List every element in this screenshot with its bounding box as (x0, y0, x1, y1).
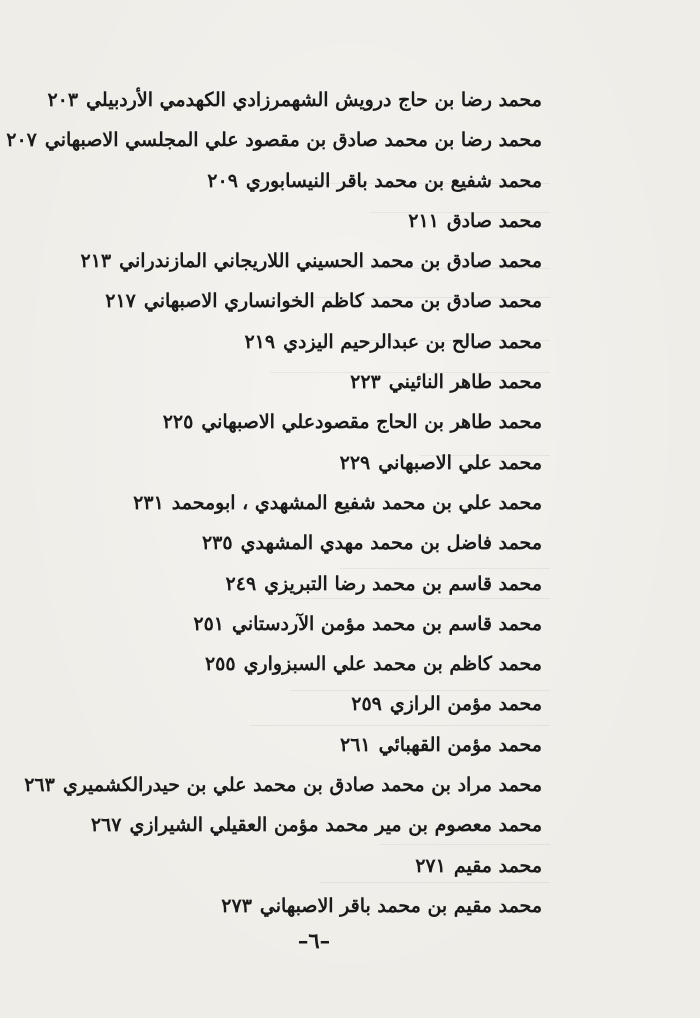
entry-name: محمد معصوم بن مير محمد مؤمن العقيلي الشيرازي (129, 814, 542, 837)
toc-entry (72, 886, 542, 926)
entry-page-number: ٢٦٧ (90, 814, 122, 837)
entry-name: محمد صادق (446, 209, 542, 232)
entry-name: محمد كاظم بن محمد علي السبزواري (243, 653, 542, 676)
entry-name: محمد طاهر النائيني (388, 371, 542, 394)
toc-entry (72, 281, 542, 321)
toc-entry (72, 362, 542, 402)
entry-name: محمد قاسم بن محمد رضا التبريزي (264, 572, 542, 595)
toc-entry (72, 443, 542, 483)
entry-page-number: ٢٣١ (133, 491, 164, 514)
entry-page-number: ٢٢٣ (350, 371, 381, 394)
toc-entry (72, 402, 542, 442)
entry-page-number: ٢١٩ (244, 330, 276, 353)
toc-entry (72, 564, 542, 604)
toc-entry (72, 684, 542, 724)
toc-entry (72, 322, 542, 362)
entry-page-number: ٢٢٩ (339, 451, 371, 474)
entry-page-number: ٢١١ (408, 209, 439, 232)
entry-page-number: ٢٣٥ (201, 532, 233, 555)
entry-page-number: ٢٦٣ (24, 774, 55, 797)
entry-name: محمد مؤمن الرازي (389, 693, 542, 716)
entry-page-number: ٢٥٩ (351, 693, 382, 716)
entry-name: محمد رضا بن محمد صادق بن مقصود علي المجلسي الاصبهاني (44, 129, 542, 152)
toc-entry (6, 120, 542, 160)
toc-entry (24, 765, 542, 805)
entry-name: محمد رضا بن حاج درويش الشهمرزادي الكهدمي الأردبيلي (86, 89, 542, 111)
entry-name: محمد فاضل بن محمد مهدي المشهدي (240, 532, 542, 555)
entry-page-number: ٢٠٣ (47, 89, 79, 111)
entry-page-number: ٢٥١ (193, 612, 224, 635)
toc-entry (72, 644, 542, 684)
entry-name: محمد صالح بن عبدالرحيم اليزدي (283, 330, 542, 353)
entry-page-number: ٢١٣ (80, 250, 112, 273)
entry-page-number: ٢٤٩ (225, 572, 257, 595)
entry-name: محمد قاسم بن محمد مؤمن الآردستاني (231, 612, 542, 635)
toc-entry (72, 805, 542, 845)
entry-name: محمد صادق بن محمد الحسيني اللاريجاني المازندراني (119, 250, 542, 273)
entry-name: محمد طاهر بن الحاج مقصودعلي الاصبهاني (201, 411, 542, 434)
page-number: –٦– (297, 928, 331, 953)
entry-page-number: ٢٦١ (340, 733, 371, 756)
toc-entry (72, 201, 542, 241)
entry-name: محمد علي الاصبهاني (378, 451, 542, 474)
toc-entry (72, 725, 542, 765)
entry-name: محمد مراد بن محمد صادق بن محمد علي بن حيدرالكشميري (62, 774, 542, 797)
entry-name: محمد صادق بن محمد كاظم الخوانساري الاصبهاني (143, 290, 542, 313)
entry-page-number: ٢٠٧ (6, 129, 37, 152)
entry-page-number: ٢٧٣ (221, 894, 252, 917)
entry-page-number: ٢٢٥ (162, 411, 194, 434)
entry-name: محمد مؤمن القهبائي (378, 733, 542, 756)
entry-page-number: ٢٧١ (415, 854, 446, 877)
toc-entry (72, 846, 542, 886)
entry-name: محمد علي بن محمد شفيع المشهدي ، ابومحمد (171, 491, 542, 514)
toc-entry (72, 523, 542, 563)
entry-page-number: ٢٥٥ (204, 653, 236, 676)
entry-page-number: ٢١٧ (105, 290, 136, 313)
toc-entry (47, 80, 542, 120)
table-of-contents (6, 80, 542, 926)
toc-entry (72, 483, 542, 523)
toc-entry (72, 241, 542, 281)
entry-page-number: ٢٠٩ (207, 169, 238, 192)
entry-name: محمد مقيم (453, 854, 542, 877)
toc-entry (72, 161, 542, 201)
entry-name: محمد مقيم بن محمد باقر الاصبهاني (259, 894, 542, 917)
entry-name: محمد شفيع بن محمد باقر النيسابوري (245, 169, 542, 192)
toc-entry (72, 604, 542, 644)
